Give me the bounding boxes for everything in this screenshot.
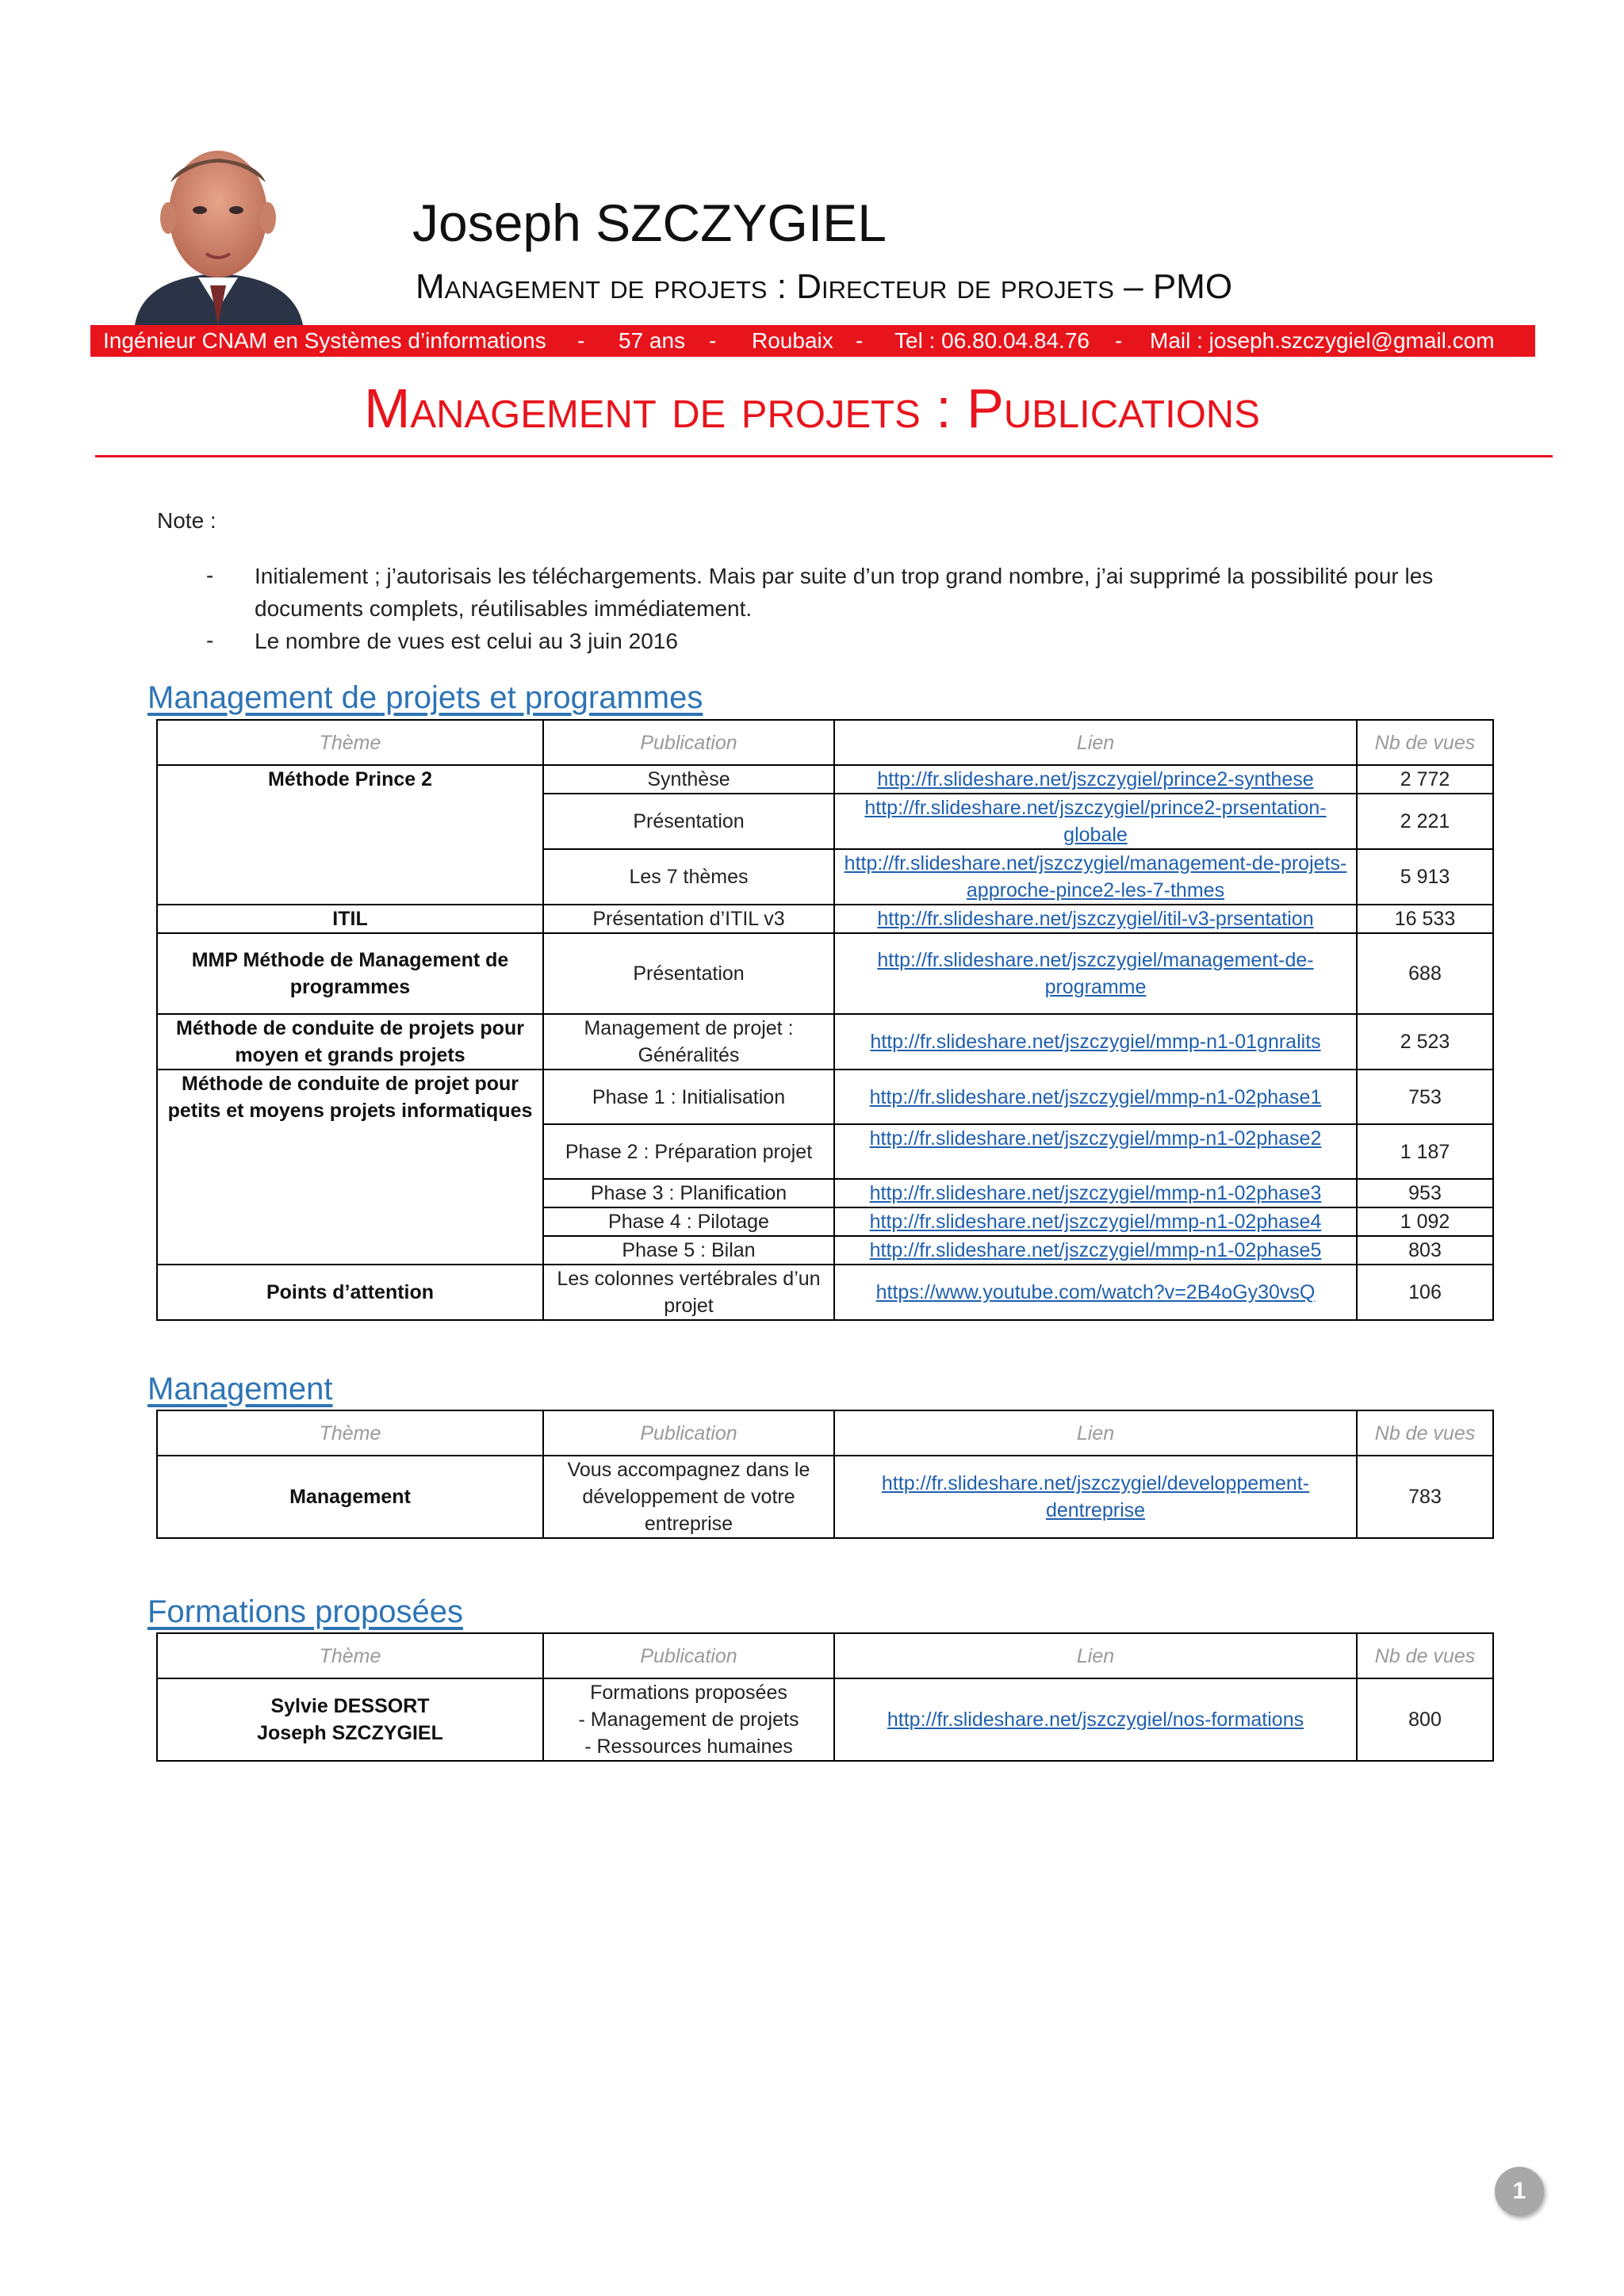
column-header-views: Nb de vues <box>1357 1410 1493 1456</box>
theme-cell: Points d’attention <box>157 1265 543 1320</box>
theme-cell: Méthode de conduite de projets pour moyen et grands projets <box>157 1014 543 1070</box>
theme-cell: MMP Méthode de Management de programmes <box>157 933 543 1014</box>
link-cell[interactable]: http://fr.slideshare.net/jszczygiel/management-de-programme <box>834 933 1357 1014</box>
link-cell[interactable]: http://fr.slideshare.net/jszczygiel/mmp-n1-02phase4 <box>834 1207 1357 1236</box>
note-item-2: Le nombre de vues est celui au 3 juin 2016 <box>255 629 678 653</box>
views-cell: 783 <box>1357 1456 1493 1538</box>
publication-cell: Vous accompagnez dans le développement de votre entreprise <box>543 1456 834 1538</box>
bullet-dash: - <box>206 563 214 587</box>
publication-cell: Les colonnes vertébrales d’un projet <box>543 1265 834 1320</box>
person-name: Joseph SZCZYGIEL <box>412 193 887 252</box>
publication-cell: Phase 5 : Bilan <box>543 1236 834 1265</box>
publication-cell: Phase 3 : Planification <box>543 1179 834 1207</box>
section-title-projects: Management de projets et programmes <box>147 680 703 715</box>
column-header-link: Lien <box>834 1410 1357 1456</box>
column-header-publication: Publication <box>543 1410 834 1456</box>
title-divider <box>95 455 1553 457</box>
publication-line: - Management de projets <box>578 1709 799 1731</box>
info-city: Roubaix <box>752 328 833 353</box>
views-cell: 1 092 <box>1357 1207 1493 1236</box>
table-header-row <box>157 1633 1493 1678</box>
column-header-publication: Publication <box>543 1633 834 1678</box>
publication-line: Formations proposées <box>590 1682 787 1704</box>
table-header-row <box>157 720 1493 765</box>
column-header-theme: Thème <box>157 1633 543 1678</box>
link-cell[interactable]: http://fr.slideshare.net/jszczygiel/mmp-n1-02phase3 <box>834 1179 1357 1207</box>
info-sep: - <box>577 328 585 353</box>
info-age: 57 ans <box>619 328 686 353</box>
info-email[interactable]: Mail : joseph.szczygiel@gmail.com <box>1150 328 1495 353</box>
column-header-publication: Publication <box>543 720 834 765</box>
info-degree: Ingénieur CNAM en Systèmes d’informations <box>103 328 546 353</box>
link-cell[interactable]: http://fr.slideshare.net/jszczygiel/developpement-dentreprise <box>834 1456 1357 1538</box>
info-sep: - <box>856 328 864 353</box>
views-cell: 2 221 <box>1357 794 1493 849</box>
views-cell: 2 772 <box>1357 765 1493 794</box>
table-row <box>157 1265 1493 1320</box>
publications-table-management <box>156 1410 1494 1539</box>
note-label: Note : <box>157 508 216 533</box>
job-title-sep-2: – <box>1113 267 1153 306</box>
publication-cell: Phase 2 : Préparation projet <box>543 1124 834 1179</box>
page-number-badge: 1 <box>1495 2167 1544 2216</box>
page-title: Management de projets : Publications <box>364 377 1260 439</box>
table-row <box>157 1456 1493 1538</box>
views-cell: 753 <box>1357 1070 1493 1124</box>
info-sep: - <box>709 328 717 353</box>
section-title-trainings: Formations proposées <box>147 1594 463 1629</box>
link-cell[interactable]: http://fr.slideshare.net/jszczygiel/prince2-prsentation-globale <box>834 794 1357 849</box>
publication-cell: Les 7 thèmes <box>543 849 834 905</box>
author-name: Joseph SZCZYGIEL <box>257 1722 443 1744</box>
link-cell[interactable]: http://fr.slideshare.net/jszczygiel/management-de-projets-approche-pince2-les-7-thmes <box>834 849 1357 905</box>
job-title-sep-1: : <box>767 267 797 306</box>
table-row <box>157 765 1493 794</box>
link-cell[interactable]: http://fr.slideshare.net/jszczygiel/prince2-synthese <box>834 765 1357 794</box>
note-item-1: Initialement ; j’autorisais les téléchargements. Mais par suite d’un trop grand nombre, j’ai supprimé la possibilité pour les documents complets, réutilisables immédiatement. <box>255 564 1434 621</box>
link-cell[interactable]: https://www.youtube.com/watch?v=2B4oGy30vsQ <box>834 1265 1357 1320</box>
views-cell: 106 <box>1357 1265 1493 1320</box>
publication-cell: Présentation d’ITIL v3 <box>543 905 834 933</box>
theme-cell: ITIL <box>157 905 543 933</box>
theme-cell: Méthode Prince 2 <box>157 765 543 905</box>
views-cell: 16 533 <box>1357 905 1493 933</box>
publication-cell <box>543 1678 834 1761</box>
publication-cell: Synthèse <box>543 765 834 794</box>
publication-cell: Management de projet : Généralités <box>543 1014 834 1070</box>
portrait-photo <box>127 127 309 325</box>
link-cell[interactable]: http://fr.slideshare.net/jszczygiel/mmp-n1-02phase2 <box>834 1124 1357 1179</box>
info-sep: - <box>1115 328 1123 353</box>
publication-cell: Phase 4 : Pilotage <box>543 1207 834 1236</box>
section-title-management: Management <box>147 1372 333 1406</box>
job-title-part-2: Directeur de projets <box>796 267 1114 306</box>
bullet-dash: - <box>206 628 214 652</box>
link-cell[interactable]: http://fr.slideshare.net/jszczygiel/mmp-n1-02phase5 <box>834 1236 1357 1265</box>
views-cell: 800 <box>1357 1678 1493 1761</box>
job-title <box>416 267 1233 306</box>
info-phone: Tel : 06.80.04.84.76 <box>894 328 1090 353</box>
theme-cell <box>157 1678 543 1761</box>
link-cell[interactable]: http://fr.slideshare.net/jszczygiel/mmp-n1-01gnralits <box>834 1014 1357 1070</box>
table-row <box>157 1070 1493 1124</box>
contact-info-bar <box>90 325 1535 357</box>
table-header-row <box>157 1410 1493 1456</box>
column-header-theme: Thème <box>157 720 543 765</box>
job-title-part-3: PMO <box>1152 267 1233 306</box>
views-cell: 688 <box>1357 933 1493 1014</box>
link-cell[interactable]: http://fr.slideshare.net/jszczygiel/mmp-n1-02phase1 <box>834 1070 1357 1124</box>
views-cell: 2 523 <box>1357 1014 1493 1070</box>
column-header-link: Lien <box>834 1633 1357 1678</box>
table-row <box>157 1014 1493 1070</box>
column-header-theme: Thème <box>157 1410 543 1456</box>
publications-table-trainings <box>156 1632 1494 1762</box>
theme-cell: Management <box>157 1456 543 1538</box>
column-header-views: Nb de vues <box>1357 1633 1493 1678</box>
publications-table-projects <box>156 719 1494 1321</box>
views-cell: 803 <box>1357 1236 1493 1265</box>
views-cell: 5 913 <box>1357 849 1493 905</box>
views-cell: 1 187 <box>1357 1124 1493 1179</box>
column-header-views: Nb de vues <box>1357 720 1493 765</box>
column-header-link: Lien <box>834 720 1357 765</box>
link-cell[interactable]: http://fr.slideshare.net/jszczygiel/itil-v3-prsentation <box>834 905 1357 933</box>
publication-cell: Phase 1 : Initialisation <box>543 1070 834 1124</box>
link-cell[interactable]: http://fr.slideshare.net/jszczygiel/nos-formations <box>834 1678 1357 1761</box>
publication-cell: Présentation <box>543 933 834 1014</box>
publication-cell: Présentation <box>543 794 834 849</box>
table-row <box>157 933 1493 1014</box>
publication-line: - Ressources humaines <box>584 1735 793 1758</box>
author-name: Sylvie DESSORT <box>270 1695 430 1717</box>
table-row <box>157 1678 1493 1761</box>
theme-cell: Méthode de conduite de projet pour petits et moyens projets informatiques <box>157 1070 543 1265</box>
views-cell: 953 <box>1357 1179 1493 1207</box>
table-row <box>157 905 1493 933</box>
job-title-part-1: Management de projets <box>416 267 768 306</box>
